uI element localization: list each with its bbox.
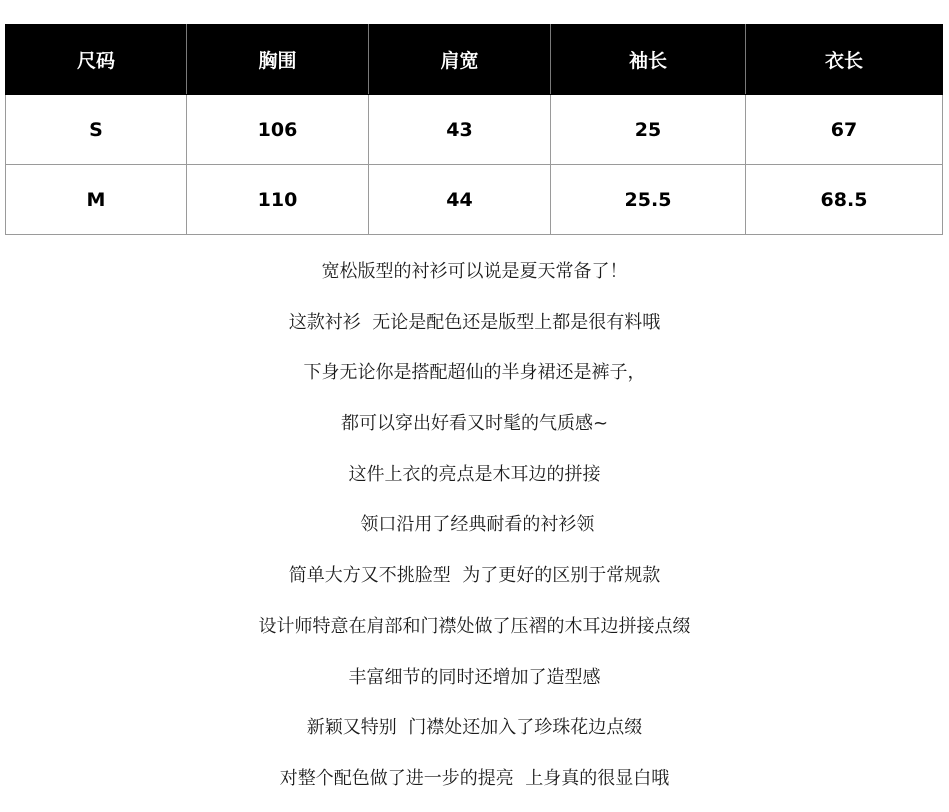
description-line: 简单大方又不挑脸型 为了更好的区别于常规款	[288, 565, 661, 587]
cell-length: 68.5	[746, 165, 943, 235]
header-length: 衣长	[746, 25, 943, 95]
table-row	[6, 165, 943, 235]
cell-sleeve: 25.5	[551, 165, 746, 235]
header-chest: 胸围	[187, 25, 369, 95]
description-line: 宽松版型的衬衫可以说是夏天常备了！	[321, 261, 628, 282]
cell-chest: 106	[187, 95, 369, 165]
cell-sleeve: 25	[551, 95, 746, 165]
description-line: 领口沿用了经典耐看的衬衫领	[354, 514, 595, 536]
description-line: 丰富细节的同时还增加了造型感	[348, 666, 601, 688]
size-chart-table	[5, 24, 943, 235]
table-row	[6, 95, 943, 165]
description-line: 这款衬衫 无论是配色还是版型上都是很有料哦	[288, 311, 661, 333]
header-sleeve: 袖长	[551, 25, 746, 95]
cell-size: S	[6, 95, 187, 165]
description-line: 都可以穿出好看又时髦的气质感~	[340, 413, 609, 435]
product-description	[0, 254, 949, 812]
size-chart-header-row	[6, 25, 943, 95]
description-line: 对整个配色做了进一步的提亮 上身真的很显白哦	[279, 767, 670, 789]
description-line: 下身无论你是搭配超仙的半身裙还是裤子，	[303, 362, 646, 384]
header-size: 尺码	[6, 25, 187, 95]
description-line: 新颖又特别 门襟处还加入了珍珠花边点缀	[306, 717, 643, 739]
cell-size: M	[6, 165, 187, 235]
header-shoulder: 肩宽	[369, 25, 551, 95]
cell-chest: 110	[187, 165, 369, 235]
cell-length: 67	[746, 95, 943, 165]
description-line: 设计师特意在肩部和门襟处做了压褶的木耳边拼接点缀	[258, 615, 691, 637]
cell-shoulder: 43	[369, 95, 551, 165]
cell-shoulder: 44	[369, 165, 551, 235]
description-line: 这件上衣的亮点是木耳边的拼接	[348, 463, 601, 485]
